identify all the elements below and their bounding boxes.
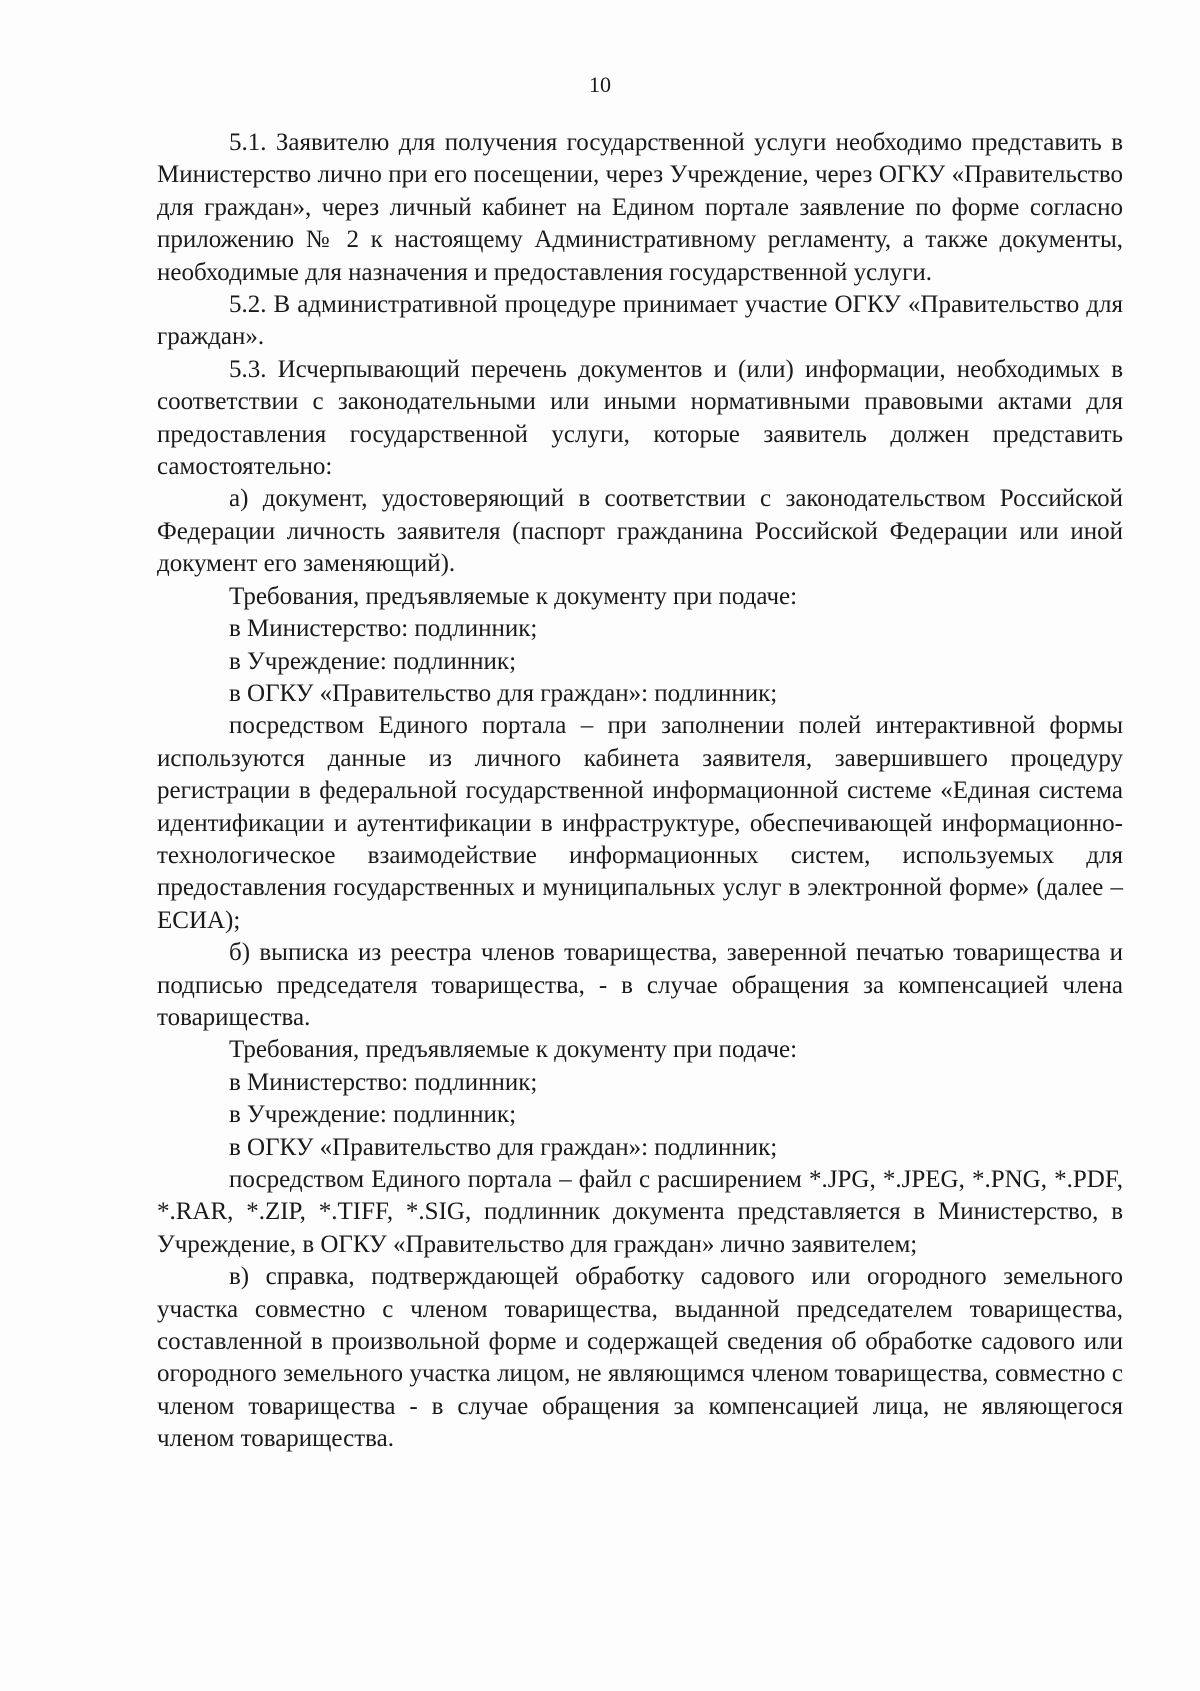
paragraph-5-2: 5.2. В административной процедуре принимает участие ОГКУ «Правительство для граждан». — [157, 291, 1123, 351]
requirement-portal-a: посредством Единого портала – при заполнении полей интерактивной формы используются данные из личного кабинета заявителя, завершившего процедуру регистрации в федеральной государственной информационной системе «Единая система идентификации и аутентификации в инфраструктуре, обеспечивающей информационно-технологическое взаимодействие информационных систем, используемых для предоставления государственных и муниципальных услуг в электронной форме» (далее – ЕСИА); — [157, 712, 1123, 934]
page-number: 10 — [589, 72, 611, 97]
requirements-heading-b: Требования, предъявляемые к документу при подаче: — [229, 1036, 798, 1064]
requirement-ogku-a: в ОГКУ «Правительство для граждан»: подлинник; — [229, 679, 778, 707]
paragraph-item-v: в) справка, подтверждающей обработку садового или огородного земельного участка совместно с членом товарищества, выданной председателем товарищества, составленной в произвольной форме и содержащей сведения об обработке садового или огородного земельного участка лицом, не являющимся членом товарищества, совместно с членом товарищества - в случае обращения за компенсацией лица, не являющегося членом товарищества. — [157, 1263, 1123, 1453]
requirement-institution-b: в Учреждение: подлинник; — [229, 1101, 517, 1129]
requirement-ogku-b: в ОГКУ «Правительство для граждан»: подлинник; — [229, 1133, 778, 1161]
requirement-institution-a: в Учреждение: подлинник; — [229, 647, 517, 675]
requirement-portal-b: посредством Единого портала – файл с расширением *.JPG, *.JPEG, *.PNG, *.PDF, *.RAR, *.ZIP, *.TIFF, *.SIG, подлинник документа представляется в Министерство, в Учреждение, в ОГКУ «Правительство для граждан» лично заявителем; — [157, 1166, 1123, 1258]
paragraph-item-b: б) выписка из реестра членов товарищества, заверенной печатью товарищества и подписью председателя товарищества, - в случае обращения за компенсацией члена товарищества. — [157, 939, 1123, 1031]
requirement-ministry-a: в Министерство: подлинник; — [229, 615, 538, 643]
paragraph-5-1: 5.1. Заявителю для получения государственной услуги необходимо представить в Министерство лично при его посещении, через Учреждение, через ОГКУ «Правительство для граждан», через личный кабинет на Едином портале заявление по форме согласно приложению № 2 к настоящему Административному регламенту, а также документы, необходимые для назначения и предоставления государственной услуги. — [157, 129, 1123, 286]
requirements-heading-a: Требования, предъявляемые к документу при подаче: — [229, 582, 798, 610]
paragraph-5-3: 5.3. Исчерпывающий перечень документов и (или) информации, необходимых в соответствии с законодательными или иными нормативными правовыми актами для предоставления государственной услуги, которые заявитель должен представить самостоятельно: — [157, 355, 1123, 481]
document-body — [157, 127, 1123, 1456]
paragraph-item-a: а) документ, удостоверяющий в соответствии с законодательством Российской Федерации личность заявителя (паспорт гражданина Российской Федерации или иной документ его заменяющий). — [157, 485, 1123, 578]
requirement-ministry-b: в Министерство: подлинник; — [229, 1068, 538, 1096]
